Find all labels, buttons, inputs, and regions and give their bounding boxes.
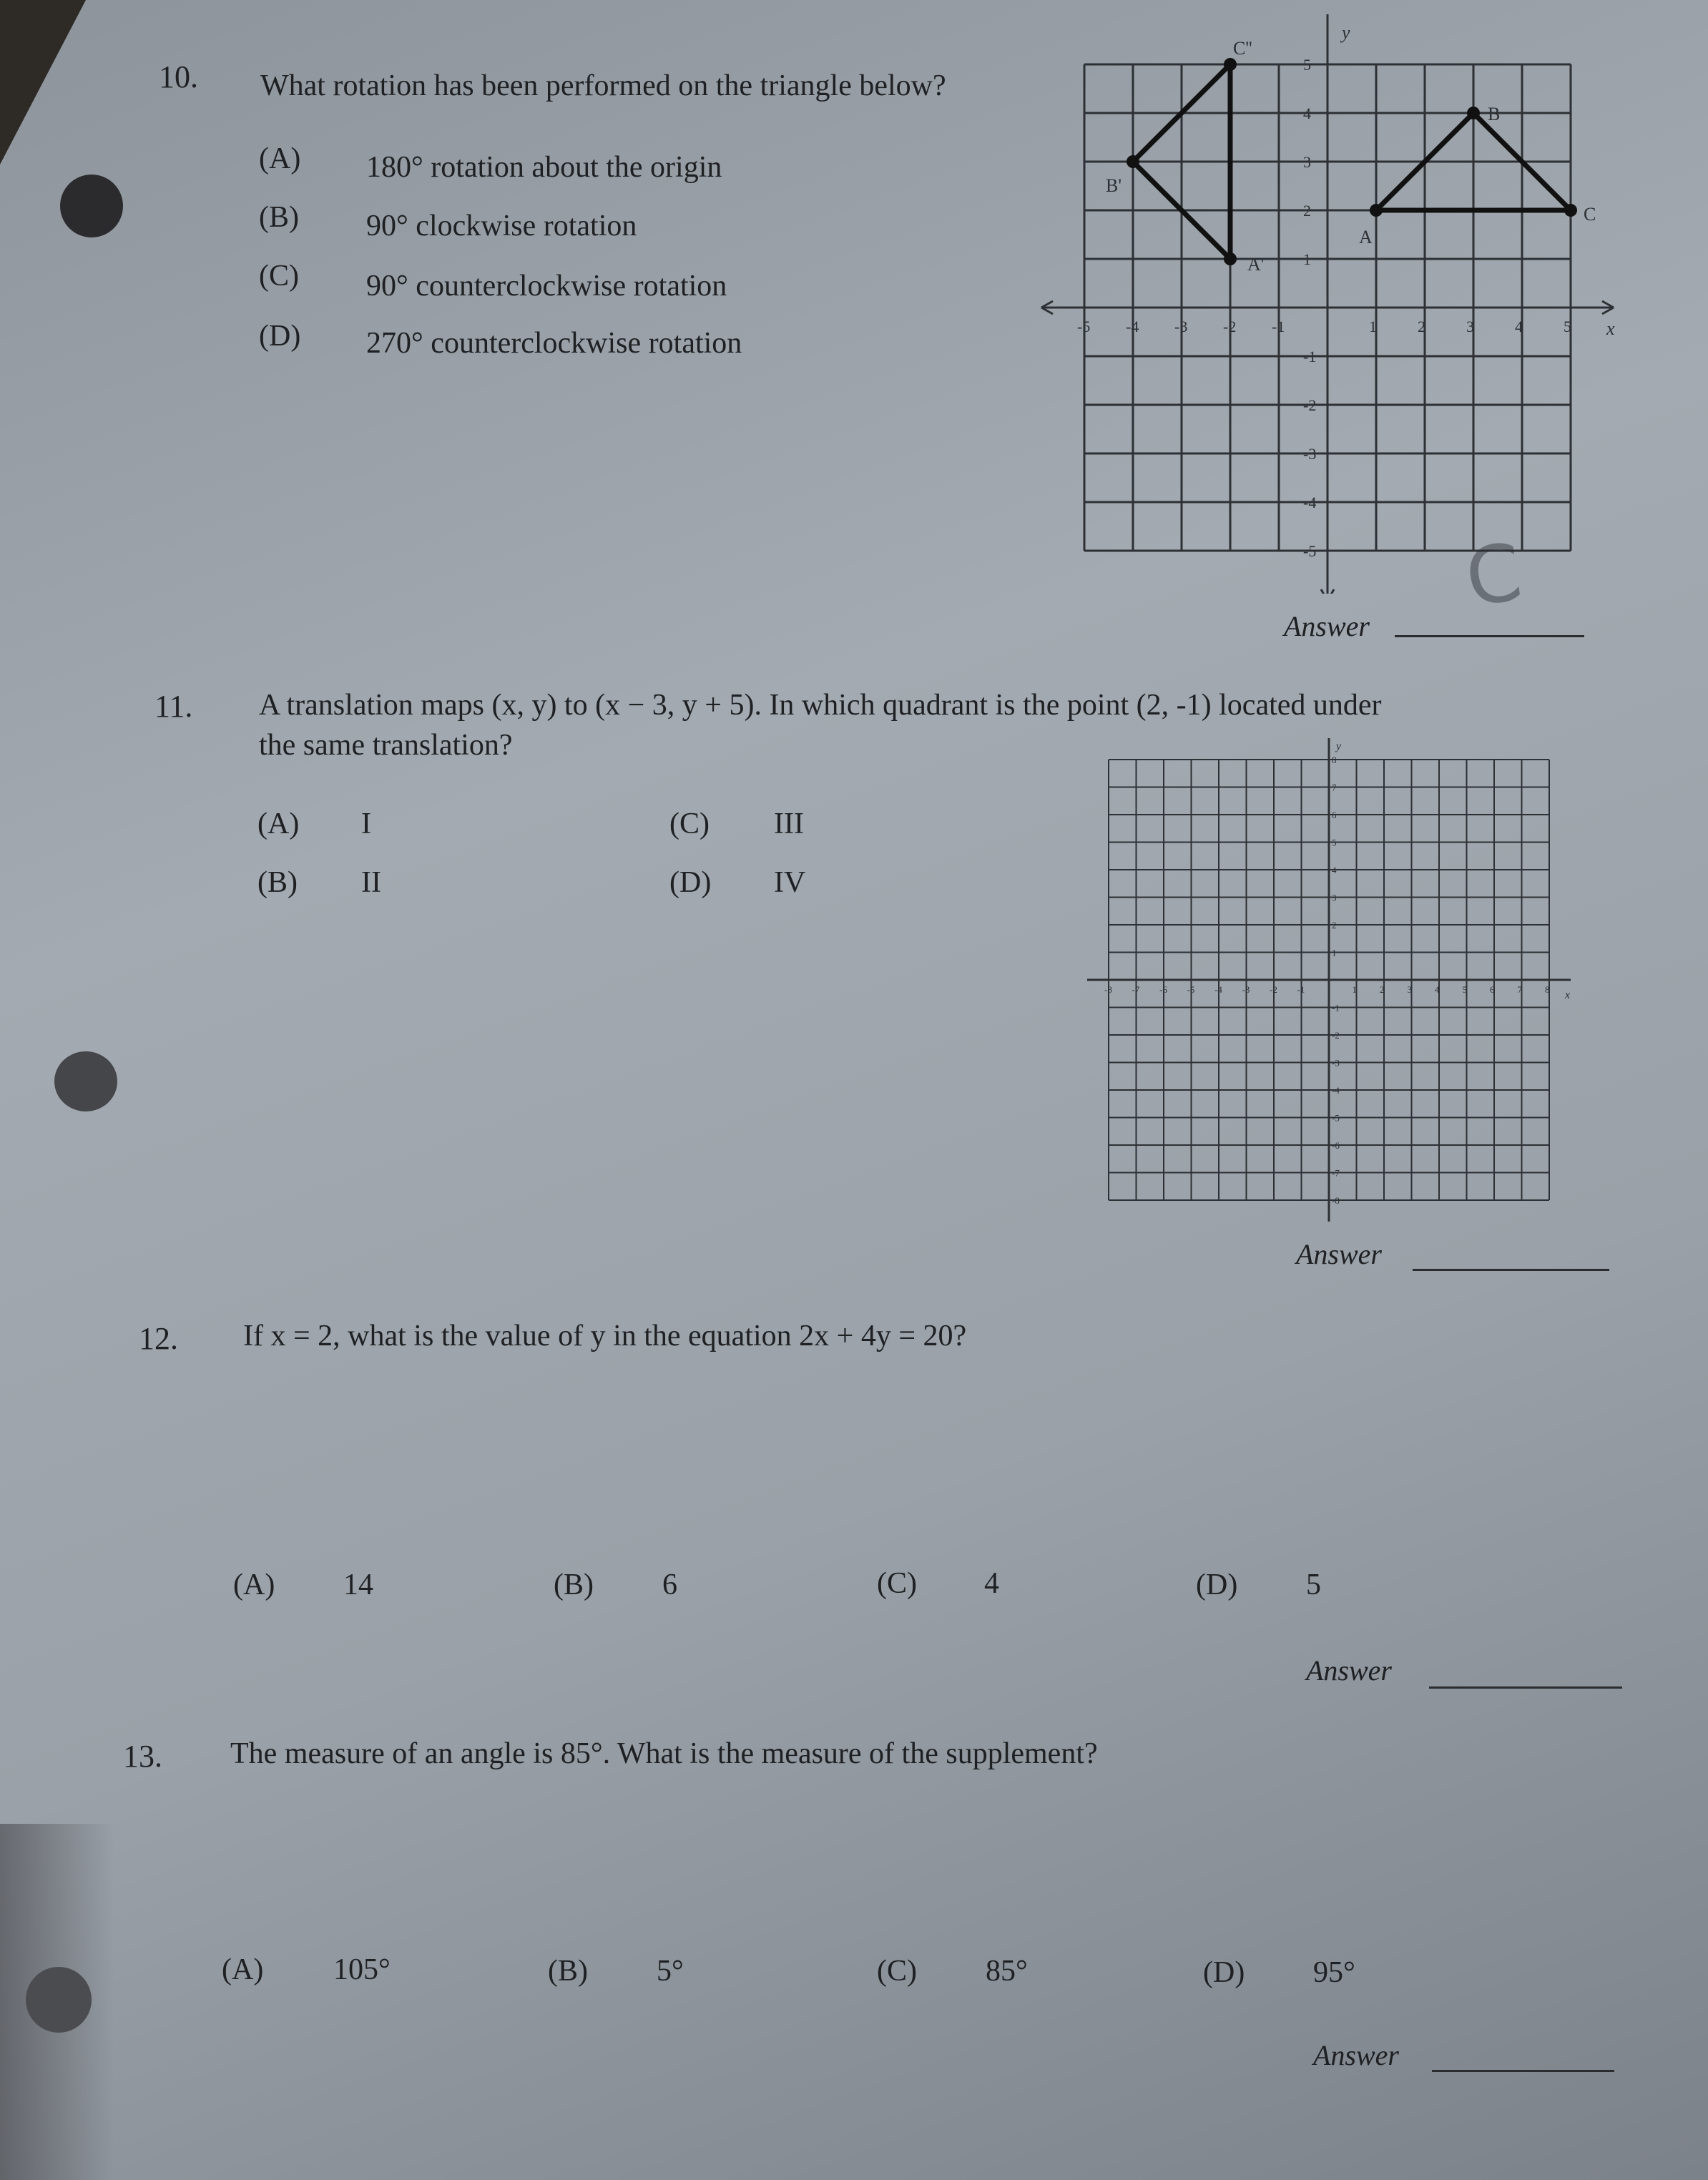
x-tick-label: 1 — [1352, 984, 1357, 995]
x-tick-label: -6 — [1159, 984, 1167, 995]
question-number: 13. — [123, 1739, 162, 1774]
y-axis-label: y — [1342, 22, 1350, 43]
option-letter[interactable]: (A) — [257, 807, 300, 840]
option-letter[interactable]: (D) — [669, 866, 712, 899]
option-letter[interactable]: (C) — [259, 260, 299, 293]
y-tick-label: 2 — [1332, 920, 1337, 931]
option-letter[interactable]: (B) — [548, 1955, 588, 1988]
answer-label: Answer — [1284, 610, 1370, 642]
triangle-vertex-dot — [1564, 204, 1577, 217]
question-text: If x = 2, what is the value of y in the equation 2x + 4y = 20? — [243, 1320, 967, 1352]
x-tick-label: 3 — [1466, 318, 1474, 335]
question-text: the same translation? — [259, 729, 513, 762]
option-letter[interactable]: (C) — [877, 1955, 917, 1988]
x-tick-label: -1 — [1272, 318, 1285, 335]
answer-blank[interactable] — [1395, 635, 1584, 637]
question-number: 10. — [159, 59, 198, 94]
option-text: III — [774, 807, 804, 840]
answer-label: Answer — [1296, 1238, 1382, 1270]
y-tick-label: 6 — [1332, 810, 1337, 820]
coordinate-graph-q11 — [1073, 730, 1588, 1223]
option-text: 270° counterclockwise rotation — [366, 327, 742, 360]
option-text: 105° — [333, 1953, 391, 1986]
y-tick-label: -3 — [1332, 1057, 1340, 1069]
x-tick-label: 8 — [1545, 984, 1550, 995]
option-letter[interactable]: (A) — [222, 1953, 264, 1986]
option-letter[interactable]: (B) — [259, 201, 299, 234]
triangle-vertex-dot — [1467, 107, 1480, 119]
x-tick-label: -2 — [1270, 984, 1277, 995]
y-tick-label: -4 — [1332, 1085, 1340, 1096]
option-text: 180° rotation about the origin — [366, 151, 722, 184]
option-text: 95° — [1313, 1956, 1355, 1989]
vertex-label-c: C — [1584, 204, 1596, 225]
vertex-label-a-prime: A' — [1247, 254, 1265, 275]
x-tick-label: -2 — [1223, 318, 1237, 335]
vertex-label-c-prime: C'' — [1233, 38, 1252, 59]
x-tick-label: -5 — [1187, 984, 1195, 995]
coordinate-graph-q10 — [1016, 7, 1645, 594]
question-number: 11. — [154, 689, 193, 724]
x-tick-label: -1 — [1297, 984, 1305, 995]
option-letter[interactable]: (D) — [259, 320, 301, 353]
y-tick-label: 1 — [1303, 250, 1311, 268]
y-tick-label: 2 — [1303, 202, 1311, 220]
y-tick-label: -6 — [1332, 1140, 1340, 1151]
x-tick-label: 7 — [1517, 984, 1522, 995]
option-letter[interactable]: (A) — [259, 142, 301, 175]
x-tick-label: -4 — [1214, 984, 1222, 995]
triangle-vertex-dot — [1224, 58, 1237, 71]
y-tick-label: -1 — [1303, 348, 1317, 365]
option-text: 14 — [343, 1568, 373, 1601]
answer-blank[interactable] — [1413, 1269, 1609, 1271]
y-tick-label: 1 — [1332, 947, 1337, 958]
x-tick-label: 5 — [1564, 318, 1571, 335]
y-tick-label: 3 — [1332, 892, 1337, 903]
y-tick-label: 4 — [1303, 104, 1311, 122]
question-text: What rotation has been performed on the triangle below? — [260, 69, 946, 102]
y-tick-label: -8 — [1332, 1195, 1340, 1206]
y-tick-label: -2 — [1332, 1030, 1340, 1041]
x-tick-label: 3 — [1407, 984, 1412, 995]
x-tick-label: 4 — [1515, 318, 1523, 335]
option-text: 90° counterclockwise rotation — [366, 270, 727, 303]
question-text: The measure of an angle is 85°. What is the measure of the supplement? — [230, 1737, 1098, 1770]
y-tick-label: 5 — [1332, 837, 1337, 848]
option-letter[interactable]: (A) — [233, 1568, 275, 1601]
option-text: I — [361, 807, 371, 840]
x-tick-label: -3 — [1242, 984, 1250, 995]
answer-blank[interactable] — [1429, 1686, 1622, 1689]
triangle-vertex-dot — [1370, 204, 1383, 217]
y-tick-label: 8 — [1332, 755, 1337, 765]
question-text: A translation maps (x, y) to (x − 3, y + 5). In which quadrant is the point (2, -1) located under — [259, 689, 1382, 722]
triangle-vertex-dot — [1127, 155, 1139, 168]
answer-blank[interactable] — [1432, 2070, 1614, 2072]
punch-hole — [54, 1051, 117, 1111]
option-letter[interactable]: (D) — [1196, 1568, 1238, 1601]
answer-label: Answer — [1313, 2039, 1399, 2071]
page-corner-shadow — [0, 0, 86, 165]
option-text: 90° clockwise rotation — [366, 210, 637, 242]
y-tick-label: -7 — [1332, 1167, 1340, 1179]
option-letter[interactable]: (B) — [257, 866, 298, 899]
punch-hole — [26, 1967, 92, 2033]
x-tick-label: -8 — [1104, 984, 1112, 995]
y-axis-label: y — [1336, 740, 1342, 752]
x-tick-label: -5 — [1077, 318, 1091, 335]
x-tick-label: 6 — [1490, 984, 1495, 995]
option-letter[interactable]: (C) — [669, 807, 710, 840]
x-tick-label: -4 — [1126, 318, 1139, 335]
x-tick-label: -3 — [1174, 318, 1188, 335]
handwritten-answer: C — [1460, 526, 1528, 624]
option-text: 5° — [657, 1955, 684, 1988]
option-text: 6 — [662, 1568, 677, 1601]
vertex-label-a: A — [1359, 227, 1373, 247]
option-letter[interactable]: (C) — [877, 1567, 917, 1600]
y-tick-label: 5 — [1303, 56, 1311, 74]
x-tick-label: 2 — [1380, 984, 1385, 995]
x-tick-label: 2 — [1418, 318, 1425, 335]
y-tick-label: -1 — [1332, 1002, 1340, 1013]
option-letter[interactable]: (D) — [1203, 1956, 1245, 1989]
option-text: 85° — [986, 1955, 1028, 1988]
y-tick-label: 7 — [1332, 782, 1337, 793]
y-tick-label: 3 — [1303, 153, 1311, 171]
punch-hole — [60, 175, 123, 237]
x-tick-label: 4 — [1435, 984, 1440, 995]
option-text: IV — [774, 866, 806, 899]
y-tick-label: -5 — [1303, 542, 1317, 560]
option-letter[interactable]: (B) — [554, 1568, 594, 1601]
option-text: 4 — [984, 1567, 999, 1600]
x-axis-label: x — [1565, 989, 1571, 1001]
x-tick-label: -7 — [1132, 984, 1140, 995]
vertex-label-b: B — [1488, 104, 1501, 124]
y-tick-label: -4 — [1303, 494, 1317, 511]
x-tick-label: 1 — [1369, 318, 1377, 335]
option-text: 5 — [1306, 1568, 1321, 1601]
y-tick-label: -3 — [1303, 445, 1317, 463]
x-axis-label: x — [1606, 318, 1615, 339]
triangle-vertex-dot — [1224, 252, 1237, 265]
x-tick-label: 5 — [1462, 984, 1467, 995]
y-tick-label: -5 — [1332, 1112, 1340, 1124]
y-tick-label: -2 — [1303, 396, 1317, 414]
vertex-label-b-prime: B' — [1106, 175, 1122, 196]
y-tick-label: 4 — [1332, 865, 1337, 875]
answer-label: Answer — [1306, 1654, 1392, 1686]
question-number: 12. — [139, 1321, 178, 1356]
option-text: II — [361, 866, 381, 899]
